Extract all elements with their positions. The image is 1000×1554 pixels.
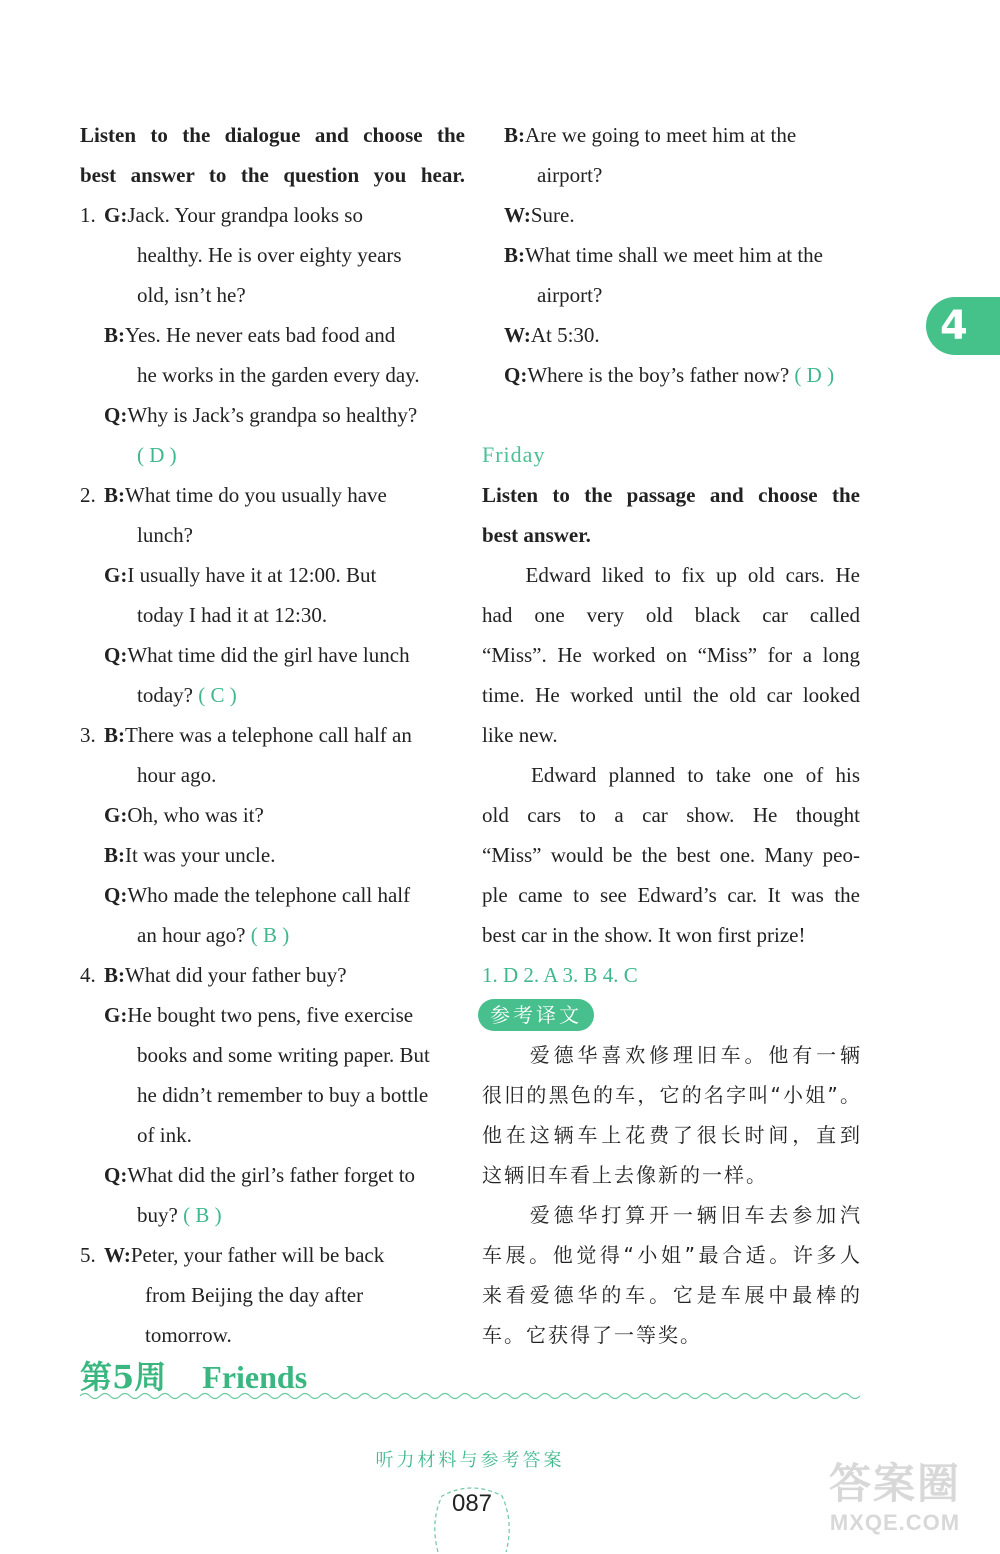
right-column — [482, 115, 860, 1355]
line-text: Sure. — [530, 203, 575, 227]
passage-line: Edward liked to fix up old cars. He — [482, 563, 860, 587]
translation-badge: 参考译文 — [478, 999, 594, 1031]
passage-line: had one very old black car called — [482, 603, 860, 627]
passage-line: old cars to a car show. He thought — [482, 803, 860, 827]
dialogue-line — [80, 1235, 465, 1275]
week-title: Friends — [202, 1359, 308, 1395]
dialogue-line — [80, 315, 465, 355]
dialogue-line — [80, 715, 465, 755]
line-text: of ink. — [137, 1123, 192, 1147]
instruction-line: best answer to the question you hear. — [80, 163, 465, 187]
speaker-label: W: — [504, 203, 531, 227]
dialogue-line — [80, 395, 465, 435]
speaker-label: B: — [504, 123, 525, 147]
item-number: 1. — [80, 203, 96, 227]
translation-label-row — [482, 995, 860, 1035]
dialogue-line — [80, 755, 465, 795]
dialogue-line — [80, 1195, 465, 1235]
dialogue-line — [80, 275, 465, 315]
dialogue-line — [80, 835, 465, 875]
dialogue-line — [80, 635, 465, 675]
line-text: books and some writing paper. But — [137, 1043, 430, 1067]
dialogue-line — [80, 1035, 465, 1075]
dialogue-line — [482, 115, 860, 155]
line-text: I usually have it at 12:00. But — [127, 563, 377, 587]
line-text: Oh, who was it? — [127, 803, 264, 827]
speaker-label: W: — [104, 1243, 131, 1267]
line-text: What time did the girl have lunch — [127, 643, 410, 667]
line-text: buy? — [137, 1203, 178, 1227]
dialogue-line — [80, 675, 465, 715]
line-text: he didn’t remember to buy a bottle — [137, 1083, 429, 1107]
speaker-label: G: — [104, 203, 128, 227]
speaker-label: Q: — [104, 1163, 128, 1187]
translation-line: 车展。他觉得“小姐”最合适。许多人 — [482, 1243, 860, 1267]
passage-line: best car in the show. It won first prize! — [482, 923, 806, 947]
dialogue-line — [482, 195, 860, 235]
instruction-line: Listen to the passage and choose the — [482, 483, 860, 507]
line-text: There was a telephone call half an — [125, 723, 412, 747]
dialogue-line — [80, 915, 465, 955]
line-text: What time do you usually have — [125, 483, 387, 507]
dialogue-line — [80, 795, 465, 835]
line-text: Peter, your father will be back — [130, 1243, 385, 1267]
passage-line: time. He worked until the old car looked — [482, 683, 860, 707]
dialogue-line — [80, 955, 465, 995]
line-text: healthy. He is over eighty years — [137, 243, 402, 267]
line-text: airport? — [537, 283, 603, 307]
translation-line: 很旧的黑色的车，它的名字叫“小姐”。 — [482, 1083, 860, 1107]
speaker-label: B: — [104, 843, 125, 867]
dialogue-line — [80, 1075, 465, 1115]
line-text: At 5:30. — [530, 323, 600, 347]
passage-line: “Miss” would be the best one. Many peo- — [482, 843, 860, 867]
passage-line: like new. — [482, 723, 558, 747]
line-text: hour ago. — [137, 763, 217, 787]
dialogue-line — [80, 195, 465, 235]
line-text: Are we going to meet him at the — [525, 123, 797, 147]
translation-line: 爱德华打算开一辆旧车去参加汽 — [482, 1203, 860, 1227]
line-text: today I had it at 12:30. — [137, 603, 328, 627]
line-text: Why is Jack’s grandpa so healthy? — [127, 403, 418, 427]
dialogue-line — [482, 275, 860, 315]
line-text: lunch? — [137, 523, 193, 547]
passage-line: ple came to see Edward’s car. It was the — [482, 883, 860, 907]
line-text: What time shall we meet him at the — [525, 243, 823, 267]
item-number: 3. — [80, 723, 96, 747]
line-text: an hour ago? — [137, 923, 246, 947]
instruction-line: best answer. — [482, 523, 591, 547]
instruction-line: Listen to the dialogue and choose the — [80, 123, 465, 147]
line-text: Yes. He never eats bad food and — [125, 323, 396, 347]
speaker-label: W: — [504, 323, 531, 347]
speaker-label: Q: — [104, 403, 128, 427]
translation-line: 这辆旧车看上去像新的一样。 — [482, 1163, 768, 1187]
answer-mark: ( D ) — [137, 443, 177, 467]
speaker-label: G: — [104, 1003, 128, 1027]
footer-title: 听力材料与参考答案 — [375, 1450, 565, 1471]
line-text: he works in the garden every day. — [137, 363, 420, 387]
dialogue-line — [80, 595, 465, 635]
translation-line: 爱德华喜欢修理旧车。他有一辆 — [482, 1043, 860, 1067]
dialogue-line — [80, 555, 465, 595]
dialogue-line — [482, 315, 860, 355]
answer-mark: ( C ) — [192, 683, 237, 707]
watermark-logo — [800, 1458, 990, 1548]
dialogue-line — [80, 1155, 465, 1195]
item-number: 2. — [80, 483, 96, 507]
line-text: airport? — [537, 163, 603, 187]
answer-key: 1. D 2. A 3. B 4. C — [482, 963, 638, 987]
line-text: old, isn’t he? — [137, 283, 246, 307]
answer-mark: ( B ) — [245, 923, 290, 947]
line-text: from Beijing the day after — [145, 1283, 364, 1307]
wavy-divider — [80, 1390, 860, 1402]
translation-line: 车。它获得了一等奖。 — [482, 1323, 702, 1347]
dialogue-line — [482, 355, 860, 395]
line-text: He bought two pens, five exercise — [127, 1003, 414, 1027]
week-number: 第5周 — [80, 1358, 167, 1396]
answer-mark: ( D ) — [789, 363, 835, 387]
dialogue-line — [482, 235, 860, 275]
line-text: Who made the telephone call half — [127, 883, 411, 907]
line-text: What did your father buy? — [125, 963, 347, 987]
speaker-label: Q: — [104, 883, 128, 907]
speaker-label: Q: — [104, 643, 128, 667]
watermark-bottom: MXQE.COM — [829, 1510, 961, 1535]
dialogue-line — [80, 875, 465, 915]
dialogue-line — [80, 235, 465, 275]
chapter-tab: 4 — [926, 297, 1000, 355]
answer-mark: ( B ) — [177, 1203, 222, 1227]
dialogue-line — [80, 1275, 465, 1315]
dialogue-line — [80, 1115, 465, 1155]
item-number: 5. — [80, 1243, 96, 1267]
dialogue-line — [80, 435, 465, 475]
line-text: Where is the boy’s father now? — [527, 363, 790, 387]
speaker-label: B: — [104, 483, 125, 507]
day-heading: Friday — [482, 442, 546, 467]
left-column — [80, 115, 465, 1355]
item-number: 4. — [80, 963, 96, 987]
dialogue-line — [80, 1315, 465, 1355]
speaker-label: B: — [104, 723, 125, 747]
line-text: It was your uncle. — [125, 843, 276, 867]
speaker-label: B: — [504, 243, 525, 267]
speaker-label: G: — [104, 563, 128, 587]
speaker-label: B: — [104, 323, 125, 347]
dialogue-line — [80, 475, 465, 515]
speaker-label: G: — [104, 803, 128, 827]
dialogue-line — [80, 995, 465, 1035]
dialogue-line — [80, 355, 465, 395]
passage-line: Edward planned to take one of his — [482, 763, 860, 787]
dialogue-line — [80, 515, 465, 555]
translation-line: 他在这辆车上花费了很长时间，直到 — [482, 1123, 860, 1147]
speaker-label: B: — [104, 963, 125, 987]
speaker-label: Q: — [504, 363, 528, 387]
line-text: today? — [137, 683, 193, 707]
line-text: tomorrow. — [145, 1323, 232, 1347]
line-text: Jack. Your grandpa looks so — [127, 203, 363, 227]
translation-line: 来看爱德华的车。它是车展中最棒的 — [482, 1283, 860, 1307]
watermark-top: 答案圈 — [828, 1459, 961, 1508]
passage-line: “Miss”. He worked on “Miss” for a long — [482, 643, 860, 667]
line-text: What did the girl’s father forget to — [127, 1163, 416, 1187]
page-number: 087 — [451, 1490, 493, 1517]
dialogue-line — [482, 155, 860, 195]
